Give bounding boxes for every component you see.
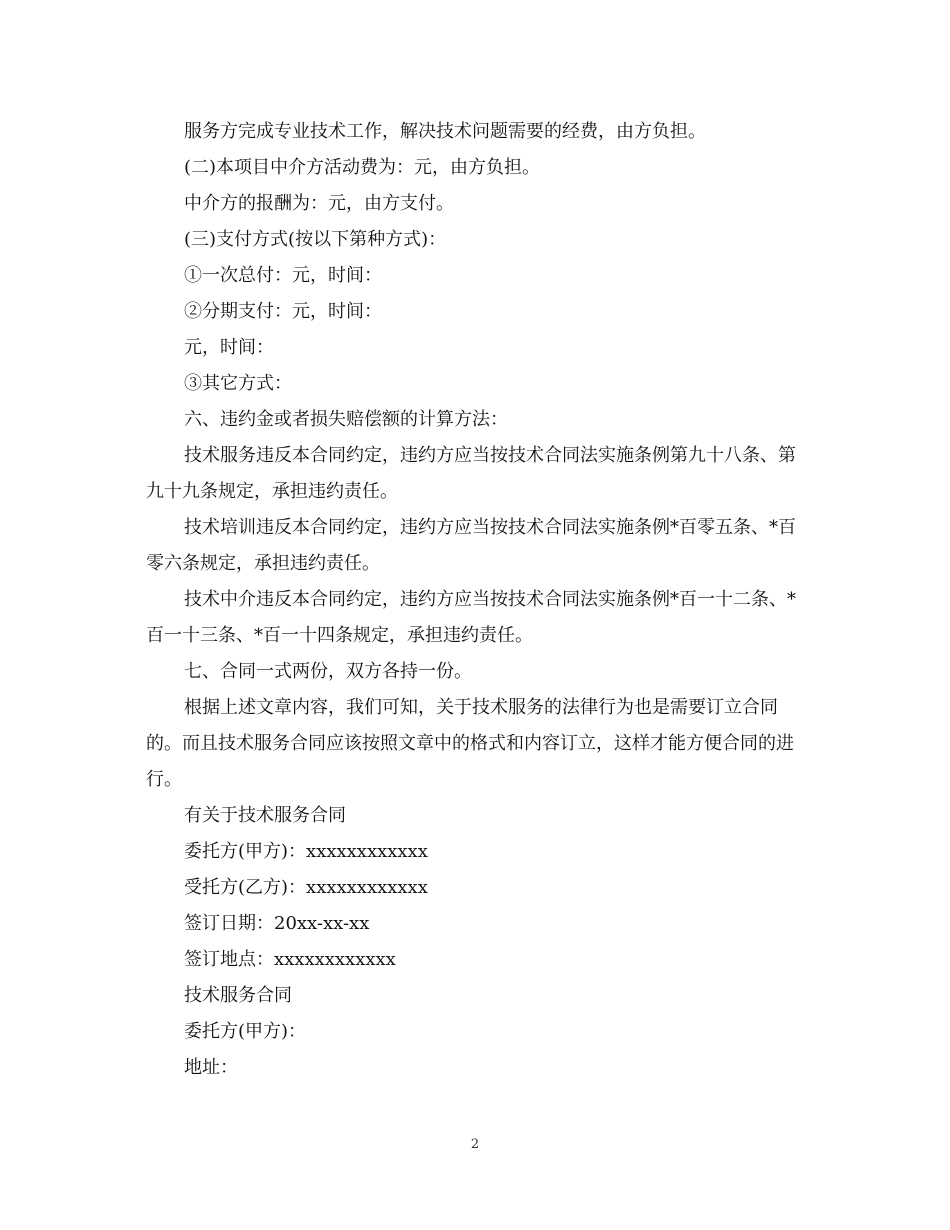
field-address: 地址： <box>184 1057 238 1078</box>
paragraph-summary: 根据上述文章内容，我们可知，关于技术服务的法律行为也是需要订立合同的。而且技术服务合同应该按照文章中的格式和内容订立，这样才能方便合同的进行。 <box>146 697 794 790</box>
paragraph-installment-time: 元，时间： <box>184 337 274 358</box>
field-contractor-party-b: 受托方(乙方)：xxxxxxxxxxxx <box>184 877 428 898</box>
paragraph-service-breach: 技术服务违反本合同约定，违约方应当按技术合同法实施条例第九十八条、第九十九条规定，承担违约责任。 <box>146 445 796 502</box>
contract-title-related: 有关于技术服务合同 <box>184 805 346 826</box>
document-body <box>146 114 808 1086</box>
paragraph-lump-sum-payment: ①一次总付：元，时间： <box>184 265 382 286</box>
field-client-party-a: 委托方(甲方)：xxxxxxxxxxxx <box>184 841 428 862</box>
paragraph-service-fees: 服务方完成专业技术工作，解决技术问题需要的经费，由方负担。 <box>184 121 706 142</box>
field-signing-date: 签订日期：20xx-xx-xx <box>184 913 370 934</box>
paragraph-intermediary-breach: 技术中介违反本合同约定，违约方应当按技术合同法实施条例*百一十二条、*百一十三条、*百一十四条规定，承担违约责任。 <box>146 589 796 646</box>
field-client-party-a-blank: 委托方(甲方)： <box>184 1021 307 1042</box>
section-heading-penalty: 六、违约金或者损失赔偿额的计算方法： <box>184 409 508 430</box>
page-number: 2 <box>470 1137 480 1152</box>
paragraph-installment-payment: ②分期支付：元，时间： <box>184 301 382 322</box>
paragraph-training-breach: 技术培训违反本合同约定，违约方应当按技术合同法实施条例*百零五条、*百零六条规定，承担违约责任。 <box>146 517 796 574</box>
paragraph-intermediary-remuneration: 中介方的报酬为：元，由方支付。 <box>184 193 454 214</box>
section-heading-copies: 七、合同一式两份，双方各持一份。 <box>184 661 472 682</box>
field-signing-place: 签订地点：xxxxxxxxxxxx <box>184 949 396 970</box>
paragraph-payment-method: (三)支付方式(按以下第种方式)： <box>184 229 447 250</box>
paragraph-intermediary-activity-fee: (二)本项目中介方活动费为：元，由方负担。 <box>184 157 541 178</box>
paragraph-other-method: ③其它方式： <box>184 373 292 394</box>
contract-title: 技术服务合同 <box>184 985 292 1006</box>
